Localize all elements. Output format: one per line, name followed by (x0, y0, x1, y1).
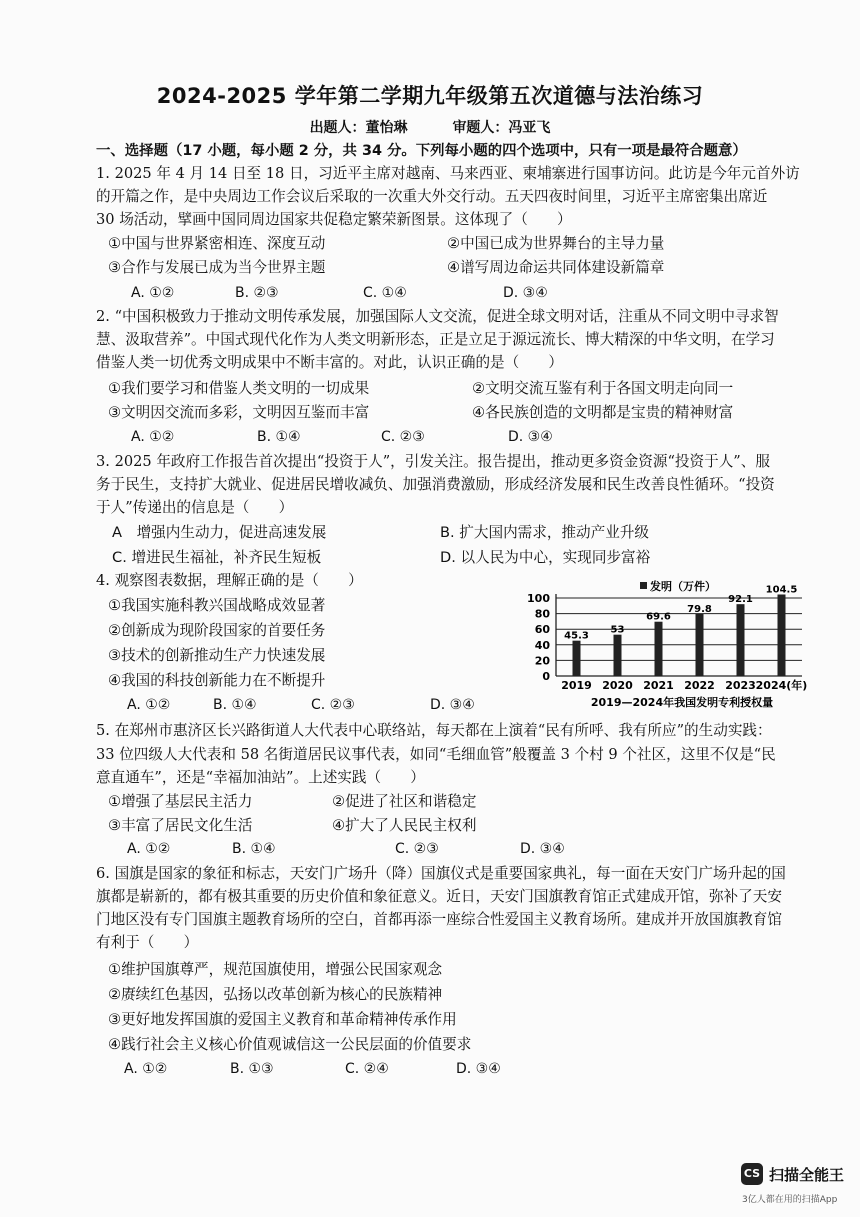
bar (573, 641, 581, 676)
q5-item: ②促进了社区和谐稳定 (332, 793, 477, 810)
q5-choice-a: A. ①② (127, 841, 171, 857)
camscanner-logo: CS (741, 1163, 763, 1185)
q3-choice-a: A 增强内生动力，促进高速发展 (112, 524, 327, 541)
q1-item: ③合作与发展已成为当今世界主题 (108, 259, 326, 276)
q5-choice-c: C. ②③ (395, 841, 439, 857)
q1-item: ②中国已成为世界舞台的主导力量 (447, 235, 665, 252)
q5-item: ④扩大了人民民主权利 (332, 817, 477, 834)
q6-item: ③更好地发挥国旗的爱国主义教育和革命精神传承作用 (108, 1011, 457, 1028)
q4-item: ①我国实施科教兴国战略成效显著 (108, 597, 326, 614)
x-tick-label: 2021 (643, 679, 674, 692)
q1-choice-d: D. ③④ (503, 285, 548, 301)
q3-line: 于人”传递出的信息是（ ） (96, 499, 294, 516)
q3-choice-d: D. 以人民为中心，实现同步富裕 (440, 549, 651, 566)
q1-line: 1. 2025 年 4 月 14 日至 18 日，习近平主席对越南、马来西亚、柬埔寨进行国事访问。此访是今年元首外访 (96, 165, 800, 182)
setter: 出题人：董怡琳 (309, 120, 408, 136)
q2-choice-d: D. ③④ (508, 429, 553, 445)
data-label: 104.5 (765, 584, 798, 596)
bar (614, 635, 622, 676)
q2-line: 借鉴人类一切优秀文明成果中不断丰富的。对此，认识正确的是（ ） (96, 354, 564, 371)
q6-line: 6. 国旗是国家的象征和标志，天安门广场升（降）国旗仪式是重要国家典礼，每一面在天安门广场升起的国 (96, 865, 786, 882)
q2-item: ①我们要学习和借鉴人类文明的一切成果 (108, 380, 370, 397)
q4-item: ④我国的科技创新能力在不断提升 (108, 672, 326, 689)
q6-choice-c: C. ②④ (345, 1061, 389, 1077)
x-tick-label: 2022 (684, 679, 715, 692)
bar (696, 614, 704, 676)
y-tick-label: 0 (542, 670, 550, 683)
q5-choice-d: D. ③④ (520, 841, 565, 857)
q3-line: 3. 2025 年政府工作报告首次提出“投资于人”，引发关注。报告提出，推动更多资金资源“投资于人”、服 (96, 453, 770, 470)
q1-item: ①中国与世界紧密相连、深度互动 (108, 235, 326, 252)
y-tick-label: 80 (534, 607, 550, 621)
q6-line: 门地区没有专门国旗主题教育场所的空白，首都再添一座综合性爱国主义教育场所。建成并开放国旗教育馆 (96, 911, 782, 928)
q6-item: ④践行社会主义核心价值观诚信这一公民层面的价值要求 (108, 1036, 472, 1053)
y-tick-label: 100 (527, 592, 550, 605)
q2-line: 2. “中国积极致力于推动文明传承发展，加强国际人文交流，促进全球文明对话，注重从不同文明中寻求智 (96, 308, 779, 325)
x-tick-label: 2023 (725, 679, 756, 692)
q2-choice-a: A. ①② (131, 429, 175, 445)
q1-line: 30 场活动，擘画中国同周边国家共促稳定繁荣新图景。这体现了（ ） (96, 211, 572, 228)
chart-title: 2019—2024年我国发明专利授权量 (590, 696, 774, 709)
q1-choice-b: B. ②③ (235, 285, 279, 301)
q4-choice-b: B. ①④ (213, 697, 257, 713)
q3-choice-c: C. 增进民生福祉，补齐民生短板 (112, 549, 322, 566)
q6-choice-a: A. ①② (124, 1061, 168, 1077)
bar (655, 622, 663, 676)
q5-line: 33 位四级人大代表和 58 名街道居民议事代表，如同“毛细血管”般覆盖 3 个村 9 个社区，这里不仅是“民 (96, 746, 776, 763)
q3-choice-b: B. 扩大国内需求，推动产业升级 (440, 524, 650, 541)
y-tick-label: 20 (534, 654, 550, 668)
legend-swatch (640, 582, 647, 589)
q2-item: ③文明因交流而多彩，文明因互鉴而丰富 (108, 404, 370, 421)
q5-line: 5. 在郑州市惠济区长兴路街道人大代表中心联络站，每天都在上演着“民有所呼、我有所应”的生动实践： (96, 722, 772, 739)
data-label: 53 (610, 624, 625, 636)
data-label: 69.6 (646, 611, 671, 623)
q2-choice-c: C. ②③ (381, 429, 425, 445)
q2-item: ②文明交流互鉴有利于各国文明走向同一 (472, 380, 734, 397)
q4-item: ②创新成为现阶段国家的首要任务 (108, 622, 326, 639)
x-tick-label: 2024(年) (755, 679, 808, 692)
q6-item: ①维护国旗尊严，规范国旗使用，增强公民国家观念 (108, 961, 443, 978)
y-tick-label: 60 (534, 623, 550, 637)
bar (778, 594, 786, 676)
q5-line: 意直通车”，还是“幸福加油站”。上述实践（ ） (96, 769, 425, 786)
legend-label: 发明（万件） (650, 580, 716, 593)
q4-choice-a: A. ①② (127, 697, 171, 713)
q5-item: ③丰富了居民文化生活 (108, 817, 253, 834)
patent-bar-chart (512, 580, 852, 710)
q6-item: ②赓续红色基因，弘扬以改革创新为核心的民族精神 (108, 986, 443, 1003)
q1-item: ④谱写周边命运共同体建设新篇章 (447, 259, 665, 276)
data-label: 45.3 (564, 630, 589, 642)
bar (737, 604, 745, 676)
section-heading: 一、选择题（17 小题，每小题 2 分，共 34 分。下列每小题的四个选项中，只有一项是最符合题意） (96, 143, 747, 159)
q6-line: 有利于（ ） (96, 934, 199, 951)
camscanner-tagline: 3亿人都在用的扫描App (742, 1195, 838, 1205)
q6-line: 旗都是崭新的，都有极其重要的历史价值和象征意义。近日，天安门国旗教育馆正式建成开馆，弥补了天安 (96, 888, 782, 905)
x-tick-label: 2019 (561, 679, 592, 692)
reviewer: 审题人：冯亚飞 (452, 120, 551, 136)
q6-choice-b: B. ①③ (230, 1061, 274, 1077)
data-label: 92.1 (728, 594, 753, 606)
q1-choice-a: A. ①② (131, 285, 175, 301)
q4-item: ③技术的创新推动生产力快速发展 (108, 647, 326, 664)
y-tick-label: 40 (534, 638, 550, 652)
data-label: 79.8 (687, 603, 712, 615)
q2-choice-b: B. ①④ (257, 429, 301, 445)
author-line (0, 117, 860, 137)
q3-line: 务于民生，支持扩大就业、促进居民增收减负、加强消费激励，形成经济发展和民生改善良性循环。“投资 (96, 476, 775, 493)
q4-choice-c: C. ②③ (311, 697, 355, 713)
q2-line: 慧、汲取营养”。中国式现代化作为人类文明新形态，正是立足于源远流长、博大精深的中华文明，在学习 (96, 331, 775, 348)
q2-item: ④各民族创造的文明都是宝贵的精神财富 (472, 404, 734, 421)
q1-choice-c: C. ①④ (363, 285, 407, 301)
q4-stem: 4. 观察图表数据，理解正确的是（ ） (96, 572, 363, 589)
q1-line: 的开篇之作，是中央周边工作会议后采取的一次重大外交行动。五天四夜时间里，习近平主席密集出席近 (96, 188, 768, 205)
camscanner-name: 扫描全能王 (769, 1166, 845, 1184)
q5-item: ①增强了基层民主活力 (108, 793, 253, 810)
x-tick-label: 2020 (602, 679, 633, 692)
q5-choice-b: B. ①④ (232, 841, 276, 857)
page-title: 2024-2025 学年第二学期九年级第五次道德与法治练习 (156, 84, 704, 108)
q6-choice-d: D. ③④ (456, 1061, 501, 1077)
q4-choice-d: D. ③④ (430, 697, 475, 713)
